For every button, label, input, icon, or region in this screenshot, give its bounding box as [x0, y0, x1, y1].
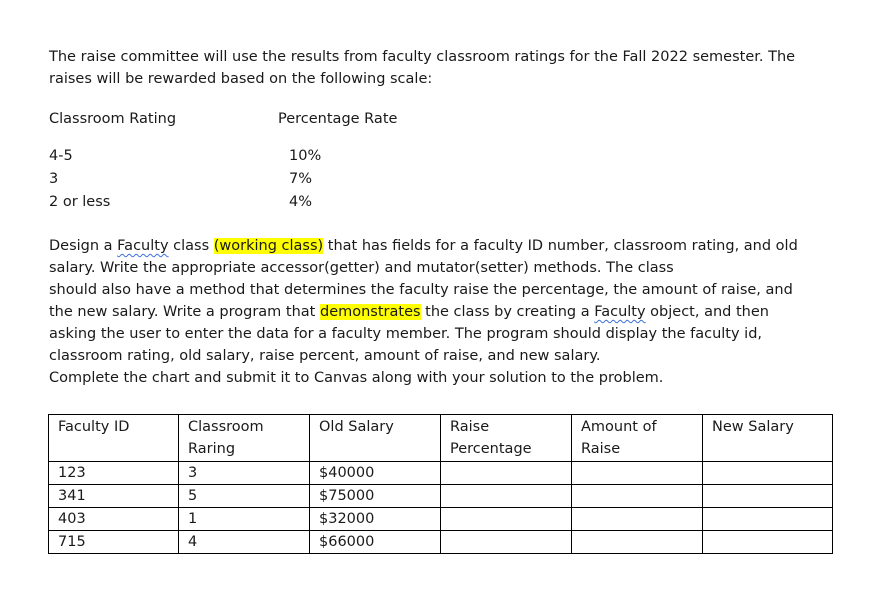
cell-rating: 4: [179, 531, 310, 554]
header-text: Raise: [450, 419, 490, 435]
classroom-rating-heading: Classroom Rating: [49, 111, 177, 127]
working-class-highlight: (working class): [213, 238, 324, 254]
header-raise-percentage: [441, 415, 572, 462]
header-text: Percentage: [450, 441, 532, 457]
demonstrates-highlight: demonstrates: [319, 304, 421, 320]
chart-header-row: [49, 415, 833, 462]
cell-new-salary: [703, 485, 833, 508]
cell-old-salary: $32000: [310, 508, 441, 531]
cell-raise-percentage: [441, 531, 572, 554]
intro-line: raises will be rewarded based on the following scale:: [49, 71, 433, 87]
cell-rating: 5: [179, 485, 310, 508]
header-amount-of-raise: [572, 415, 703, 462]
header-text: Amount of: [581, 419, 657, 435]
cell-raise-percentage: [441, 508, 572, 531]
table-row: [49, 485, 833, 508]
table-row: [49, 508, 833, 531]
scale-rating: 2 or less: [49, 194, 111, 210]
design-line: [49, 235, 798, 257]
cell-amount-of-raise: [572, 508, 703, 531]
design-line: salary. Write the appropriate accessor(getter) and mutator(setter) methods. The class: [49, 260, 674, 276]
design-paragraph: [49, 235, 798, 389]
cell-old-salary: $40000: [310, 462, 441, 485]
cell-faculty-id: 341: [49, 485, 179, 508]
scale-rate: 4%: [289, 194, 313, 210]
header-new-salary: [703, 415, 833, 462]
cell-new-salary: [703, 462, 833, 485]
intro-paragraph: [49, 46, 795, 90]
cell-rating: 1: [179, 508, 310, 531]
faculty-word: Faculty: [594, 304, 646, 320]
table-row: [49, 531, 833, 554]
cell-raise-percentage: [441, 485, 572, 508]
table-row: [49, 462, 833, 485]
percentage-rate-heading: Percentage Rate: [278, 111, 398, 127]
header-text: Raring: [188, 441, 236, 457]
cell-old-salary: $66000: [310, 531, 441, 554]
faculty-word: Faculty: [117, 238, 169, 254]
cell-new-salary: [703, 531, 833, 554]
cell-faculty-id: 123: [49, 462, 179, 485]
design-line: [49, 301, 798, 323]
cell-amount-of-raise: [572, 462, 703, 485]
cell-faculty-id: 403: [49, 508, 179, 531]
scale-rating: 4-5: [49, 148, 73, 164]
design-line: classroom rating, old salary, raise percent, amount of raise, and new salary.: [49, 348, 601, 364]
header-text: Faculty ID: [58, 419, 130, 435]
cell-rating: 3: [179, 462, 310, 485]
scale-rating: 3: [49, 171, 59, 187]
header-text: Classroom: [188, 419, 264, 435]
scale-rate: 7%: [289, 171, 313, 187]
faculty-raise-chart: [48, 414, 833, 554]
header-classroom-raring: [179, 415, 310, 462]
header-faculty-id: [49, 415, 179, 462]
cell-new-salary: [703, 508, 833, 531]
design-line: should also have a method that determines the faculty raise the percentage, the amount of raise, and: [49, 282, 793, 298]
header-text: New Salary: [712, 419, 794, 435]
text-run: the class by creating a: [420, 304, 595, 320]
text-run: Design a: [49, 238, 118, 254]
header-text: Old Salary: [319, 419, 394, 435]
cell-old-salary: $75000: [310, 485, 441, 508]
text-run: that has fields for a faculty ID number, classroom rating, and old: [323, 238, 798, 254]
cell-amount-of-raise: [572, 531, 703, 554]
scale-rate: 10%: [289, 148, 322, 164]
cell-faculty-id: 715: [49, 531, 179, 554]
cell-raise-percentage: [441, 462, 572, 485]
header-old-salary: [310, 415, 441, 462]
text-run: the new salary. Write a program that: [49, 304, 320, 320]
text-run: class: [168, 238, 214, 254]
design-line: asking the user to enter the data for a faculty member. The program should display the faculty id,: [49, 326, 763, 342]
design-line: Complete the chart and submit it to Canvas along with your solution to the problem.: [49, 370, 664, 386]
intro-line: The raise committee will use the results from faculty classroom ratings for the Fall 2022 semester. The: [49, 49, 796, 65]
cell-amount-of-raise: [572, 485, 703, 508]
text-run: object, and then: [645, 304, 769, 320]
header-text: Raise: [581, 441, 621, 457]
